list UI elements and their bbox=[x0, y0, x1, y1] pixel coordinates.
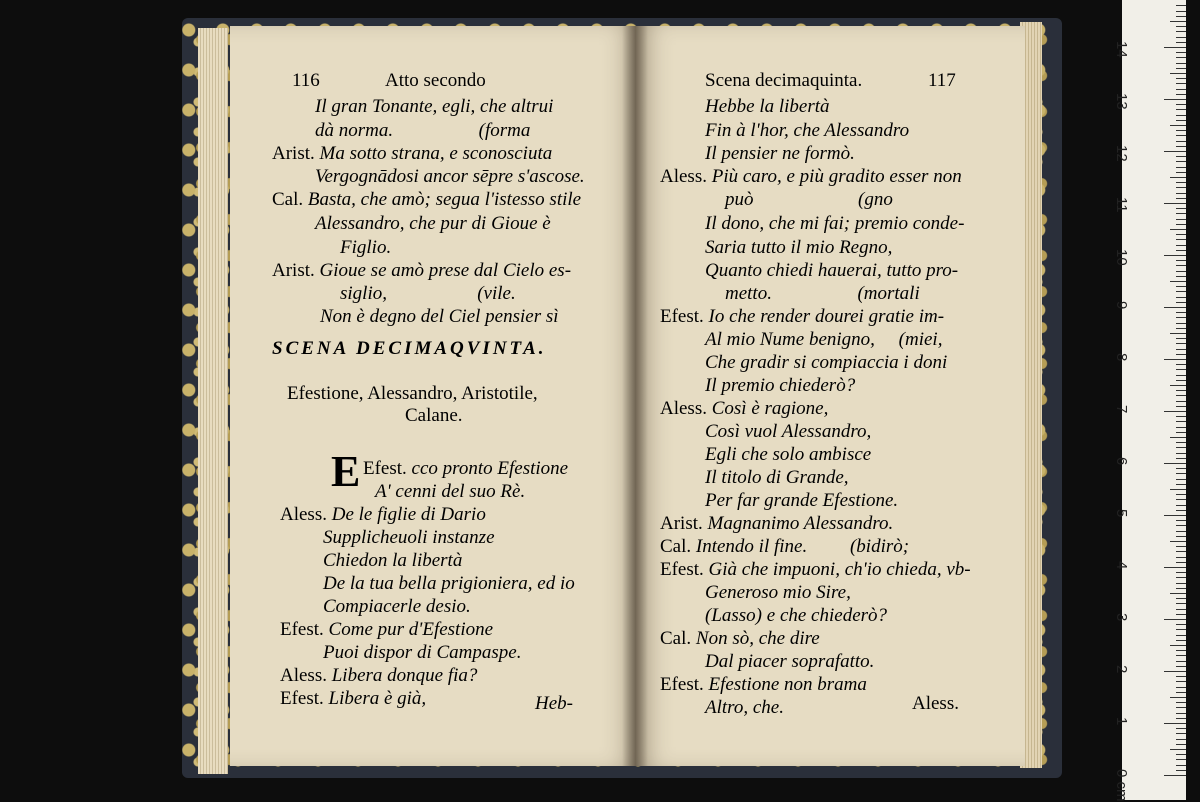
verse-text: Generoso mio Sire, bbox=[705, 582, 851, 603]
ruler-tick bbox=[1176, 52, 1186, 53]
ruler-tick bbox=[1176, 193, 1186, 194]
ruler-tick bbox=[1176, 603, 1186, 604]
text-line bbox=[725, 189, 893, 211]
ruler-tick bbox=[1176, 390, 1186, 391]
text-line bbox=[660, 674, 867, 696]
verse-text: metto. (mortali bbox=[725, 283, 920, 304]
ruler-tick bbox=[1176, 224, 1186, 225]
ruler-tick bbox=[1176, 109, 1186, 110]
text-line bbox=[660, 536, 909, 558]
ruler-tick bbox=[1176, 583, 1186, 584]
ruler-tick bbox=[1164, 99, 1186, 100]
page-number-left: 116 bbox=[292, 70, 320, 91]
text-line bbox=[725, 283, 920, 305]
verse-text: Che gradir si compiaccia i doni bbox=[705, 352, 948, 373]
verse-text: Intendo il fine. (bidirò; bbox=[695, 536, 910, 557]
verse-text: Per far grande Efestione. bbox=[705, 490, 899, 511]
speaker-label: Aless. bbox=[660, 398, 712, 419]
text-line bbox=[660, 166, 962, 188]
text-line bbox=[705, 352, 947, 374]
ruler-tick bbox=[1176, 655, 1186, 656]
ruler-tick bbox=[1176, 650, 1186, 651]
verse-text: Fin à l'hor, che Alessandro bbox=[705, 120, 910, 141]
ruler-tick bbox=[1176, 245, 1186, 246]
ruler-tick bbox=[1176, 505, 1186, 506]
ruler-tick bbox=[1176, 208, 1186, 209]
ruler-tick bbox=[1176, 343, 1186, 344]
book-gutter bbox=[622, 26, 648, 766]
text-line bbox=[660, 559, 971, 581]
ruler-tick bbox=[1176, 364, 1186, 365]
ruler-tick bbox=[1176, 609, 1186, 610]
speaker-label: Arist. bbox=[272, 143, 320, 164]
ruler-number: 8 bbox=[1113, 353, 1130, 362]
ruler-tick bbox=[1176, 57, 1186, 58]
ruler-number: 10 bbox=[1113, 249, 1130, 266]
text-line bbox=[323, 573, 575, 595]
text-line bbox=[280, 688, 426, 710]
ruler-tick bbox=[1164, 307, 1186, 308]
ruler-tick bbox=[1176, 531, 1186, 532]
text-line bbox=[660, 306, 944, 328]
characters-list-line2: Calane. bbox=[405, 405, 463, 426]
verse-text: Il gran Tonante, egli, che altrui bbox=[315, 96, 554, 117]
ruler-tick bbox=[1176, 286, 1186, 287]
ruler-tick bbox=[1176, 187, 1186, 188]
measurement-ruler bbox=[1113, 0, 1186, 802]
text-line bbox=[280, 665, 477, 687]
text-line bbox=[705, 120, 909, 142]
verse-text: Figlio. bbox=[340, 237, 392, 258]
ruler-tick bbox=[1176, 276, 1186, 277]
ruler-tick bbox=[1176, 42, 1186, 43]
ruler-tick bbox=[1176, 115, 1186, 116]
text-line bbox=[705, 375, 855, 397]
ruler-tick bbox=[1176, 94, 1186, 95]
text-line bbox=[705, 490, 898, 512]
page-number-right: 117 bbox=[928, 70, 956, 91]
ruler-tick bbox=[1176, 172, 1186, 173]
catchword-right: Aless. bbox=[912, 693, 959, 714]
verse-text: siglio, (vile. bbox=[340, 283, 516, 304]
ruler-tick bbox=[1176, 369, 1186, 370]
catchword-left: Heb- bbox=[535, 693, 573, 714]
ruler-tick bbox=[1170, 437, 1186, 438]
ruler-tick bbox=[1170, 333, 1186, 334]
ruler-tick bbox=[1164, 567, 1186, 568]
verse-text: può (gno bbox=[725, 189, 893, 210]
text-line bbox=[705, 467, 849, 489]
verse-text: De le figlie di Dario bbox=[331, 504, 486, 525]
ruler-tick bbox=[1176, 765, 1186, 766]
ruler-number: 3 bbox=[1113, 613, 1130, 622]
ruler-tick bbox=[1176, 416, 1186, 417]
ruler-tick bbox=[1176, 754, 1186, 755]
ruler-tick bbox=[1176, 557, 1186, 558]
text-line bbox=[705, 329, 942, 351]
ruler-tick bbox=[1176, 770, 1186, 771]
ruler-tick bbox=[1170, 697, 1186, 698]
speaker-label: Cal. bbox=[272, 189, 308, 210]
running-header-left: Atto secondo bbox=[385, 70, 486, 91]
ruler-tick bbox=[1176, 349, 1186, 350]
ruler-tick bbox=[1170, 125, 1186, 126]
ruler-number: 2 bbox=[1113, 665, 1130, 674]
ruler-tick bbox=[1176, 219, 1186, 220]
ruler-tick bbox=[1176, 421, 1186, 422]
ruler-tick bbox=[1164, 151, 1186, 152]
ruler-tick bbox=[1176, 323, 1186, 324]
speaker-label: Aless. bbox=[280, 665, 332, 686]
ruler-tick bbox=[1176, 520, 1186, 521]
ruler-tick bbox=[1176, 614, 1186, 615]
ruler-tick bbox=[1176, 458, 1186, 459]
ruler-tick bbox=[1176, 510, 1186, 511]
ruler-tick bbox=[1176, 453, 1186, 454]
ruler-tick bbox=[1176, 302, 1186, 303]
verse-text: Altro, che. bbox=[705, 697, 784, 718]
ruler-tick bbox=[1170, 73, 1186, 74]
speaker-label: Efest. bbox=[660, 306, 709, 327]
ruler-tick bbox=[1176, 83, 1186, 84]
verse-text: Ma sotto strana, e sconosciuta bbox=[319, 143, 553, 164]
text-line bbox=[280, 504, 486, 526]
ruler-number: 0 cm bbox=[1113, 769, 1130, 802]
ruler-tick bbox=[1176, 525, 1186, 526]
verse-text: Chiedon la libertà bbox=[323, 550, 463, 571]
verse-text: Quanto chiedi hauerai, tutto pro- bbox=[705, 260, 959, 281]
ruler-tick bbox=[1176, 380, 1186, 381]
ruler-number: 1 bbox=[1113, 717, 1130, 726]
ruler-tick bbox=[1176, 499, 1186, 500]
ruler-number: 13 bbox=[1113, 93, 1130, 110]
ruler-tick bbox=[1176, 297, 1186, 298]
ruler-number: 9 bbox=[1113, 301, 1130, 310]
ruler-tick bbox=[1176, 546, 1186, 547]
verse-text: Non sò, che dire bbox=[695, 628, 820, 649]
ruler-tick bbox=[1176, 89, 1186, 90]
ruler-tick bbox=[1176, 635, 1186, 636]
ruler-tick bbox=[1164, 255, 1186, 256]
verse-text: Già che impuoni, ch'io chieda, vb- bbox=[708, 559, 971, 580]
verse-text: Alessandro, che pur di Gioue è bbox=[315, 213, 551, 234]
ruler-tick bbox=[1176, 161, 1186, 162]
verse-text: Puoi dispor di Campaspe. bbox=[323, 642, 522, 663]
ruler-tick bbox=[1176, 328, 1186, 329]
ruler-tick bbox=[1164, 47, 1186, 48]
speaker-label: Aless. bbox=[660, 166, 712, 187]
text-line bbox=[375, 481, 525, 503]
ruler-tick bbox=[1176, 479, 1186, 480]
ruler-tick bbox=[1176, 156, 1186, 157]
ruler-tick bbox=[1176, 577, 1186, 578]
speaker-label: Efest. bbox=[363, 458, 412, 479]
text-line bbox=[320, 306, 559, 328]
ruler-tick bbox=[1164, 203, 1186, 204]
text-line bbox=[705, 260, 958, 282]
verse-text: Dal piacer soprafatto. bbox=[705, 651, 875, 672]
text-line bbox=[705, 96, 830, 118]
ruler-tick bbox=[1176, 447, 1186, 448]
ruler-tick bbox=[1176, 354, 1186, 355]
ruler-tick bbox=[1176, 198, 1186, 199]
ruler-tick bbox=[1176, 135, 1186, 136]
text-line bbox=[340, 237, 391, 259]
ruler-tick bbox=[1176, 271, 1186, 272]
ruler-tick bbox=[1176, 213, 1186, 214]
text-line bbox=[705, 143, 855, 165]
ruler-tick bbox=[1176, 692, 1186, 693]
ruler-tick bbox=[1176, 182, 1186, 183]
speaker-label: Efest. bbox=[660, 559, 709, 580]
text-line bbox=[323, 596, 471, 618]
ruler-tick bbox=[1176, 239, 1186, 240]
ruler-tick bbox=[1176, 562, 1186, 563]
ruler-tick bbox=[1170, 385, 1186, 386]
verse-text: Il premio chiederò? bbox=[705, 375, 856, 396]
ruler-tick bbox=[1176, 484, 1186, 485]
ruler-tick bbox=[1176, 681, 1186, 682]
ruler-tick bbox=[1164, 359, 1186, 360]
page-block-left bbox=[198, 28, 228, 774]
ruler-tick bbox=[1170, 281, 1186, 282]
verse-text: Il dono, che mi fai; premio conde- bbox=[705, 213, 965, 234]
ruler-tick bbox=[1176, 250, 1186, 251]
ruler-tick bbox=[1164, 619, 1186, 620]
verse-text: De la tua bella prigioniera, ed io bbox=[323, 573, 575, 594]
text-line bbox=[272, 143, 552, 165]
text-line bbox=[705, 582, 851, 604]
ruler-tick bbox=[1176, 640, 1186, 641]
verse-text: Io che render dourei gratie im- bbox=[708, 306, 945, 327]
ruler-tick bbox=[1176, 598, 1186, 599]
ruler-tick bbox=[1176, 713, 1186, 714]
ruler-tick bbox=[1176, 624, 1186, 625]
ruler-tick bbox=[1170, 593, 1186, 594]
ruler-tick bbox=[1164, 463, 1186, 464]
text-line bbox=[705, 444, 871, 466]
text-line bbox=[272, 189, 581, 211]
text-line bbox=[315, 213, 551, 235]
ruler-number: 7 bbox=[1113, 405, 1130, 414]
text-line bbox=[323, 527, 495, 549]
ruler-tick bbox=[1176, 551, 1186, 552]
text-line bbox=[660, 513, 893, 535]
ruler-tick bbox=[1176, 676, 1186, 677]
ruler-tick bbox=[1176, 588, 1186, 589]
speaker-label: Efest. bbox=[280, 619, 329, 640]
ruler-tick bbox=[1176, 442, 1186, 443]
text-line bbox=[660, 628, 820, 650]
ruler-tick bbox=[1176, 312, 1186, 313]
ruler-tick bbox=[1164, 411, 1186, 412]
ruler-tick bbox=[1176, 234, 1186, 235]
text-line bbox=[315, 96, 553, 118]
ruler-tick bbox=[1176, 629, 1186, 630]
ruler-tick bbox=[1176, 68, 1186, 69]
running-header-right: Scena decimaquinta. bbox=[705, 70, 863, 91]
speaker-label: Efest. bbox=[280, 688, 329, 709]
ruler-tick bbox=[1170, 541, 1186, 542]
ruler-number: 11 bbox=[1113, 197, 1130, 213]
ruler-number: 5 bbox=[1113, 509, 1130, 518]
verse-text: Il titolo di Grande, bbox=[705, 467, 849, 488]
ruler-tick bbox=[1176, 468, 1186, 469]
ruler-tick bbox=[1176, 265, 1186, 266]
verse-text: Più caro, e più gradito esser non bbox=[711, 166, 962, 187]
verse-text: Al mio Nume benigno, (miei, bbox=[705, 329, 943, 350]
ruler-tick bbox=[1176, 63, 1186, 64]
speaker-label: Arist. bbox=[272, 260, 320, 281]
ruler-tick bbox=[1176, 120, 1186, 121]
ruler-tick bbox=[1176, 744, 1186, 745]
ruler-tick bbox=[1176, 104, 1186, 105]
ruler-tick bbox=[1170, 177, 1186, 178]
verse-text: Supplicheuoli instanze bbox=[323, 527, 495, 548]
ruler-tick bbox=[1176, 494, 1186, 495]
ruler-tick bbox=[1176, 37, 1186, 38]
ruler-tick bbox=[1176, 702, 1186, 703]
verse-text: A' cenni del suo Rè. bbox=[375, 481, 526, 502]
text-line bbox=[705, 651, 874, 673]
ruler-tick bbox=[1176, 26, 1186, 27]
ruler-tick bbox=[1176, 707, 1186, 708]
ruler-tick bbox=[1176, 728, 1186, 729]
verse-text: Il pensier ne formò. bbox=[705, 143, 855, 164]
ruler-number: 12 bbox=[1113, 145, 1130, 162]
ruler-tick bbox=[1176, 687, 1186, 688]
speaker-label: Cal. bbox=[660, 628, 696, 649]
ruler-tick bbox=[1176, 146, 1186, 147]
ruler-tick bbox=[1170, 645, 1186, 646]
ruler-number: 14 bbox=[1113, 41, 1130, 58]
verse-text: Libera è già, bbox=[328, 688, 427, 709]
speaker-label: Aless. bbox=[280, 504, 332, 525]
verse-text: dà norma. (forma bbox=[315, 120, 531, 141]
ruler-tick bbox=[1176, 338, 1186, 339]
ruler-tick bbox=[1176, 427, 1186, 428]
scene-title: SCENA DECIMAQVINTA. bbox=[272, 338, 547, 359]
text-line bbox=[323, 642, 521, 664]
verse-text: cco pronto Efestione bbox=[411, 458, 569, 479]
ruler-tick bbox=[1176, 395, 1186, 396]
verse-text: Così vuol Alessandro, bbox=[705, 421, 872, 442]
ruler-tick bbox=[1170, 489, 1186, 490]
verse-text: Non è degno del Ciel pensier sì bbox=[320, 306, 559, 327]
verse-text: Libera donque fia? bbox=[331, 665, 478, 686]
text-line bbox=[660, 398, 828, 420]
ruler-tick bbox=[1176, 572, 1186, 573]
ruler-tick bbox=[1176, 401, 1186, 402]
text-line bbox=[705, 237, 892, 259]
verse-text: Egli che solo ambisce bbox=[705, 444, 872, 465]
verse-text: Efestione non brama bbox=[708, 674, 867, 695]
ruler-tick bbox=[1176, 78, 1186, 79]
text-line bbox=[272, 260, 571, 282]
verse-text: Compiacerle desio. bbox=[323, 596, 471, 617]
verse-text: Hebbe la libertà bbox=[705, 96, 830, 117]
text-line bbox=[280, 619, 493, 641]
ruler-tick bbox=[1170, 21, 1186, 22]
ruler-tick bbox=[1176, 739, 1186, 740]
verse-text: Così è ragione, bbox=[711, 398, 829, 419]
drop-capital: E bbox=[331, 447, 361, 496]
text-line bbox=[340, 283, 516, 305]
text-line bbox=[363, 458, 568, 480]
ruler-tick bbox=[1176, 5, 1186, 6]
ruler-tick bbox=[1176, 141, 1186, 142]
verse-text: Basta, che amò; segua l'istesso stile bbox=[307, 189, 582, 210]
ruler-number: 4 bbox=[1113, 561, 1130, 570]
ruler-tick bbox=[1176, 16, 1186, 17]
verse-text: Vergognādosi ancor sēpre s'ascose. bbox=[315, 166, 585, 187]
verse-text: Gioue se amò prese dal Cielo es- bbox=[319, 260, 572, 281]
verse-text: (Lasso) e che chiederò? bbox=[705, 605, 888, 626]
ruler-tick bbox=[1176, 473, 1186, 474]
verse-text: Magnanimo Alessandro. bbox=[707, 513, 894, 534]
ruler-tick bbox=[1176, 11, 1186, 12]
text-line bbox=[315, 120, 530, 142]
ruler-tick bbox=[1176, 432, 1186, 433]
ruler-tick bbox=[1176, 375, 1186, 376]
ruler-tick bbox=[1176, 733, 1186, 734]
text-line bbox=[705, 605, 887, 627]
verse-text: Saria tutto il mio Regno, bbox=[705, 237, 893, 258]
ruler-tick bbox=[1176, 260, 1186, 261]
ruler-tick bbox=[1164, 671, 1186, 672]
text-line bbox=[705, 213, 964, 235]
ruler-tick bbox=[1176, 291, 1186, 292]
verse-text: Come pur d'Efestione bbox=[328, 619, 494, 640]
ruler-tick bbox=[1176, 718, 1186, 719]
text-line bbox=[315, 166, 585, 188]
ruler-tick bbox=[1164, 775, 1186, 776]
ruler-tick bbox=[1176, 130, 1186, 131]
text-line bbox=[705, 697, 784, 719]
speaker-label: Cal. bbox=[660, 536, 696, 557]
ruler-tick bbox=[1164, 723, 1186, 724]
speaker-label: Efest. bbox=[660, 674, 709, 695]
ruler-tick bbox=[1176, 666, 1186, 667]
ruler-tick bbox=[1176, 759, 1186, 760]
ruler-tick bbox=[1170, 229, 1186, 230]
text-line bbox=[705, 421, 871, 443]
ruler-tick bbox=[1176, 536, 1186, 537]
ruler-tick bbox=[1176, 317, 1186, 318]
speaker-label: Arist. bbox=[660, 513, 708, 534]
text-line bbox=[323, 550, 462, 572]
ruler-tick bbox=[1176, 661, 1186, 662]
ruler-tick bbox=[1164, 515, 1186, 516]
characters-list-line1: Efestione, Alessandro, Aristotile, bbox=[287, 383, 538, 404]
ruler-tick bbox=[1170, 749, 1186, 750]
ruler-tick bbox=[1176, 406, 1186, 407]
ruler-number: 6 bbox=[1113, 457, 1130, 466]
ruler-tick bbox=[1176, 31, 1186, 32]
ruler-tick bbox=[1176, 167, 1186, 168]
